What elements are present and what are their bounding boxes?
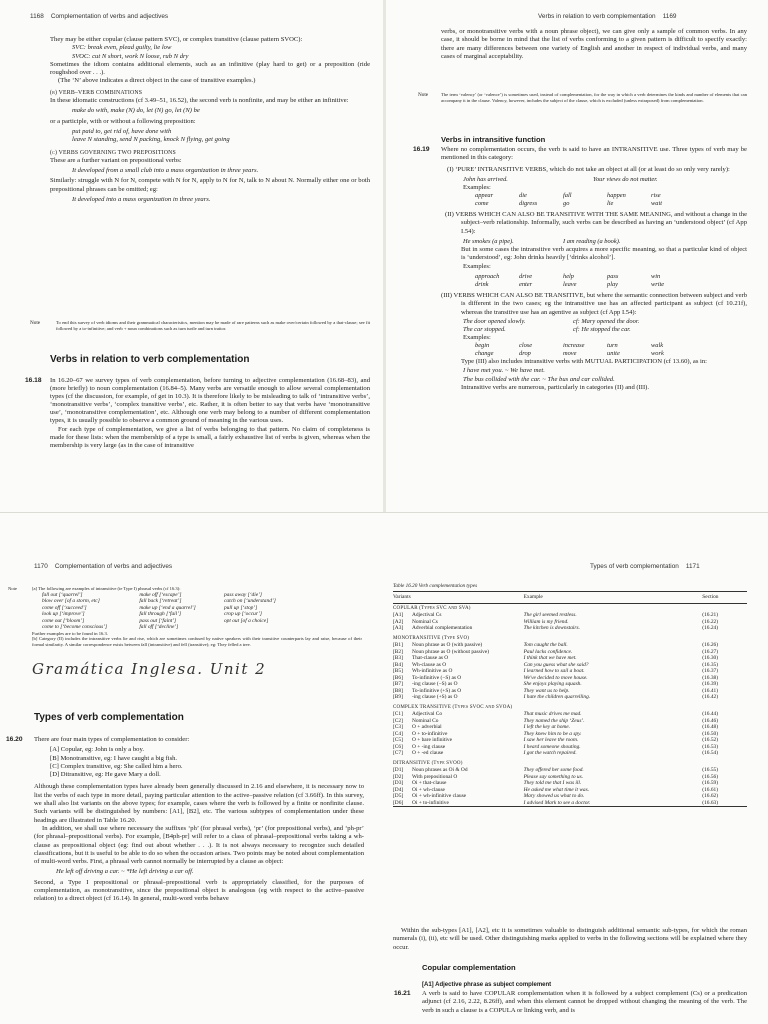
variant-description: O + adverbial [411, 724, 442, 731]
example: The door opened slowly. [463, 317, 526, 325]
page-divider [0, 512, 768, 513]
example-sentence: The kitchen is downstairs. [523, 625, 580, 632]
section-reference: (16.38) [702, 674, 719, 681]
variant-description: Oi + to-infinitive [411, 799, 449, 806]
section-reference: (16.24) [702, 625, 719, 632]
running-head-title: Complementation of verbs and adjectives [50, 13, 169, 20]
word: move [563, 350, 577, 358]
variant-description: -ing clause (−S) as O [411, 681, 458, 688]
example-line: leave N standing, send N packing, knock N flying, get going [72, 136, 230, 144]
word: close [519, 342, 533, 350]
section-reference: (16.53) [702, 743, 719, 750]
paragraph: In addition, we shall use where necessary the suffixes ‘ph’ (for phrasal verbs), ‘pr’ (for prepositional verbs), and ‘ph-pr’ (for phrasal–prepositional verbs). For example, [B4ph-pr] will refer to a class of phrasal–prepositional verbs taking a wh-clause as prepositional object (eg: find out about whether . . .). It is not always necessary to recognize such detailed classifications, but it is useful to be able to do so when the occasion arises. Two points may be noted about complementation of multi-word verbs. First, a phrasal verb cannot normally be interrupted by a clause as object: [34, 824, 364, 866]
example: John has arrived. [463, 175, 508, 183]
example-sentence: I got the watch repaired. [523, 750, 577, 757]
word: play [607, 280, 619, 288]
example-sentence: I think that we have met. [523, 655, 577, 662]
example-sentence: We've decided to move house. [523, 674, 588, 681]
example-line: SVOC: cut N short, work N loose, rub N dry [72, 52, 189, 60]
table-group-title [393, 757, 747, 768]
example-sentence: They want us to help. [523, 687, 570, 694]
list-item: (III) VERBS WHICH CAN ALSO BE TRANSITIVE, but where the semantic connection between subject and verb is different in the two cases; eg the intransitive use has an affected participant as subject (cf 10.21f), whereas the transitive use has an agentive as subject (cf App I.54): [441, 291, 747, 316]
section-reference: (16.46) [702, 717, 719, 724]
list-item: [D] Ditransitive, eg: He gave Mary a doll. [50, 771, 161, 779]
section-reference: (16.63) [702, 799, 719, 806]
page-number: 1169 [662, 13, 677, 20]
section-reference: (16.21) [702, 612, 719, 619]
page-1168-body [50, 36, 370, 208]
paragraph: They may be either copular (clause pattern SVC), or complex transitive (clause pattern SVOC): [50, 36, 303, 43]
word: enter [519, 280, 533, 288]
running-head-title: Complementation of verbs and adjectives [54, 563, 173, 570]
word: happen [607, 192, 626, 200]
section-number: 16.18 [25, 377, 42, 384]
word: rise [651, 192, 661, 200]
note-text: To end this survey of verb idioms and their grammatical characteristics, mention may be made of rare patterns such as make over/certain followed by a that-clause; see fit followed by a to-infinitive; and verb + noun combinations such as turn turtle and turn traitor. [56, 320, 370, 331]
word: unite [607, 350, 620, 358]
phrasal-verb: opt out [of a choice] [223, 617, 269, 624]
note-text: [a] The following are examples of intransitive (ie Type I) phrasal verbs (cf 16.3): [32, 586, 181, 591]
variant-code: [C5] [393, 737, 403, 744]
paragraph: A verb is said to have COPULAR complementation when it is followed by a subject complement (Cs) or a predication adjunct (cf 2.16, 2.22, 8.26ff), and when this element cannot be dropped without changing the meaning of the verb. The verb in such a clause is a COPULA or linking verb, and is [422, 990, 747, 1014]
paragraph: Within the sub-types [A1], [A2], etc it is sometimes valuable to distinguish additional semantic sub-types, for which the roman numerals (i), (ii), etc will be used. Other distinguishing marks applied to verbs in the following sections will be explained where they occur. [393, 927, 747, 951]
example-sentence: Paul lacks confidence. [523, 648, 573, 655]
example-sentence: Please say something to us. [523, 773, 584, 780]
example-sentence: They told me that I was ill. [523, 780, 582, 787]
example-sentence: I learned how to sail a boat. [523, 668, 585, 675]
word: turn [607, 342, 618, 350]
example-pair [441, 318, 747, 326]
word: increase [563, 342, 585, 350]
example-sentence: They named the ship ‘Zeus’. [523, 717, 585, 724]
note-text: [b] Category (II) includes the intransitive verbs lie and rise, which are sometimes confused by native speakers with their transitive counterparts lay and raise, because of their formal similarity. A similar correspondence exists between fall (intransitive) and fell (transitive); eg: They felled a tree. [32, 636, 362, 647]
example-sentence: I advised Mark to see a doctor. [523, 799, 591, 806]
phrasal-verb-note [32, 586, 362, 647]
section-heading: Types of verb complementation [34, 712, 184, 723]
variant-description: Oi + wh-clause [411, 786, 445, 793]
variant-code: [C6] [393, 743, 403, 750]
section-reference: (16.56) [702, 773, 719, 780]
example-pair [441, 176, 747, 184]
paragraph: or a participle, with or without a following preposition: [50, 117, 196, 125]
table-group-title [393, 604, 747, 613]
group-title: COPULAR (Types SVC and SVA) [393, 605, 471, 611]
example-sentence: I left the key at home. [523, 724, 571, 731]
group-title: MONOTRANSITIVE (Type SVO) [393, 635, 470, 641]
paragraph: These are a further variant on prepositional verbs: [50, 156, 182, 164]
word: appear [475, 192, 494, 200]
word: work [651, 350, 664, 358]
word: pass [607, 272, 619, 280]
variant-code: [A2] [393, 618, 404, 625]
section-heading: Verbs in relation to verb complementation [50, 354, 250, 365]
table-group-title [393, 701, 747, 712]
variant-description: That-clause as O [411, 655, 449, 662]
word: help [563, 272, 575, 280]
section-reference: (16.30) [702, 655, 719, 662]
variant-code: [D5] [393, 793, 404, 800]
paragraph: For each type of complementation, we give a list of verbs belonging to that pattern. No claim of completeness is made for these lists: when the membership of a type is small, a fairly exhaustive list of verbs is given, whereas when the membership is very large (as in the case of intransitive [50, 425, 370, 449]
paragraph: Although these complementation types have already been generally discussed in 2.16 and elsewhere, it is necessary now to list the verbs of each type in more detail, paying particular attention to the active–passive relation (cf 3.66ff). In this survey, we shall also list variants on the above types; for example, cases where the verb is followed by a finite or nonfinite clause. Such variants will be distinguished by numbers: [A1], [B2], etc. The various subtypes of complementation under these headings are illustrated in Table 16.20. [34, 783, 364, 824]
variant-description: O + to-infinitive [411, 730, 448, 737]
phrasal-verb: fall through [‘fail’] [139, 611, 182, 618]
variant-code: [B8] [393, 687, 403, 694]
word-row [441, 350, 747, 358]
variant-code: [C2] [393, 717, 403, 724]
word: begin [475, 342, 490, 350]
variant-description: O + -ed clause [411, 750, 444, 757]
section-16-19 [441, 146, 747, 392]
list-item: (I) ‘PURE’ INTRANSITIVE VERBS, which do not take an object at all (or at least do so only very rarely): [447, 165, 730, 173]
running-header [538, 13, 676, 20]
phrasal-verb: come to [‘become conscious’] [42, 624, 108, 631]
section-reference: (16.35) [702, 661, 719, 668]
variant-description: Adjectival Co [411, 711, 443, 718]
word: wait [651, 200, 663, 208]
section-number: 16.20 [6, 736, 23, 743]
note-text: Further examples are to be found in 16.3. [32, 630, 108, 636]
word: drop [519, 350, 531, 358]
section-number: 16.21 [394, 990, 411, 997]
example-pair [441, 238, 747, 246]
section-reference: (16.44) [702, 711, 719, 718]
table-followup [393, 927, 747, 952]
group-title: DITRANSITIVE (Type SVOO) [393, 760, 463, 766]
word-row [441, 273, 747, 281]
section-reference: (16.52) [702, 737, 719, 744]
section-reference: (16.41) [702, 687, 719, 694]
variant-code: [D6] [393, 799, 404, 806]
word: approach [475, 272, 500, 280]
note-label: Note [30, 320, 41, 326]
example-line: SVC: break even, plead guilty, lie low [72, 44, 172, 52]
section-reference: (16.62) [702, 793, 719, 800]
phrasal-verb: fall back [‘retreat’] [139, 598, 182, 605]
table-header [393, 592, 747, 603]
example-line: put paid to, get rid of, have done with [72, 127, 172, 135]
example-sentence: They knew him to be a spy. [523, 730, 582, 737]
phrasal-verb: pass away [‘die’] [223, 591, 263, 598]
running-header [30, 13, 370, 20]
variant-code: [C7] [393, 750, 403, 757]
word: digress [519, 200, 538, 208]
paragraph: There are four main types of complementation to consider: [34, 736, 190, 743]
paragraph: Sometimes the idiom contains additional elements, such as an infinitive (play hard to get) or a preposition (ride roughshod over . . .). [50, 60, 370, 77]
page-1168 [30, 13, 370, 20]
example: The car stopped. [463, 325, 506, 333]
column-header: Example [523, 594, 543, 601]
example-line: He left off driving a car. ~ *He left driving a car off. [56, 868, 194, 876]
variant-description: Adjectival Cs [411, 612, 442, 619]
phrasal-verb: pass out [‘faint’] [139, 617, 177, 624]
word-row [441, 281, 747, 289]
word: lie [607, 200, 614, 208]
word: drive [519, 272, 533, 280]
example-sentence: He asked me what time it was. [523, 786, 590, 793]
page-number: 1170 [34, 563, 48, 570]
variant-description: Nominal Co [411, 717, 439, 724]
variant-description: To-infinitive (+S) as O [411, 687, 462, 694]
word-row [441, 192, 747, 200]
example-sentence: William is my friend. [523, 618, 569, 625]
note-text: The term ‘valency’ (or ‘valence’) is sometimes used, instead of complementation, for the way in which a verb determines the kinds and number of elements that can accompany it in the clause. Valency, however, includes the subject of the clause, which is excluded (unless extraposed) from complementation. [441, 92, 747, 103]
phrasal-verb: fall out [‘quarrel’] [42, 591, 83, 598]
example: cf: He stopped the car. [573, 325, 631, 333]
phrasal-verb: fall off [‘decline’] [139, 624, 179, 631]
running-header [34, 563, 172, 570]
example-sentence: I heard someone shouting. [523, 743, 581, 750]
phrasal-verb: make off [‘escape’] [139, 591, 182, 598]
page-1169-body [441, 28, 747, 61]
variant-code: [B3] [393, 655, 403, 662]
paragraph: Similarly: struggle with N for N, compete with N for N, apply to N for N, talk to N about N. Normally either one or both prepositional phrases can be omitted; eg: [50, 177, 370, 193]
note-label: Note [418, 92, 429, 98]
variant-code: [B2] [393, 648, 403, 655]
book-gutter [383, 0, 386, 512]
section-reference: (16.55) [702, 767, 719, 774]
variant-description: Noun phrase as O (without passive) [411, 648, 490, 655]
section-reference: (16.27) [702, 648, 719, 655]
example-line: It developed from a small club into a mass organization in three years. [72, 167, 259, 175]
examples-label: Examples: [463, 183, 491, 191]
word-row [441, 200, 747, 208]
variant-code: [A1] [393, 612, 404, 619]
variant-code: [D4] [393, 786, 404, 793]
variant-description: -ing clause (+S) as O [411, 694, 458, 701]
variant-code: [B4] [393, 661, 403, 668]
type-list [34, 746, 364, 779]
section-reference: (16.37) [702, 668, 719, 675]
variant-description: Noun phrase as O (with passive) [411, 642, 483, 649]
variant-code: [A3] [393, 625, 404, 632]
example-sentence: That music drives me mad. [523, 711, 582, 718]
subsection-heading: (c) VERBS GOVERNING TWO PREPOSITIONS [50, 149, 176, 156]
example: Your views do not matter. [593, 175, 658, 183]
section-16-18 [50, 377, 370, 450]
example-line: I have met you. ~ We have met. [463, 367, 545, 375]
phrasal-verb: look up [‘improve’] [42, 611, 85, 618]
example-sentence: The girl seemed restless. [523, 612, 577, 619]
subsection-heading: (b) VERB–VERB COMBINATIONS [50, 89, 143, 96]
running-header [590, 563, 700, 570]
section-reference: (16.42) [702, 694, 719, 701]
example-line: The bus collided with the car. ~ The bus and car collided. [463, 375, 615, 383]
example-sentence: I hate the children quarrelling. [523, 694, 591, 701]
example: cf: Mary opened the door. [573, 317, 640, 325]
list-row [42, 598, 302, 605]
phrasal-verb: make up [‘end a quarrel’] [139, 604, 196, 611]
variant-code: [B7] [393, 681, 403, 688]
section-16-20 [34, 736, 364, 904]
word: write [651, 280, 665, 288]
variant-code: [B6] [393, 674, 403, 681]
example-line: make do with, make (N) do, let (N) go, let (N) be [72, 107, 200, 115]
table-caption: Table 16.20 Verb complementation types [393, 583, 478, 589]
phrasal-verb: pull up [‘stop’] [223, 604, 258, 611]
section-reference: (16.54) [702, 750, 719, 757]
example: I am reading (a book). [563, 238, 621, 246]
running-head-title: Verbs in relation to verb complementation [538, 13, 656, 20]
variant-description: Wh-clause as O [411, 661, 447, 668]
table-group-title [393, 632, 747, 643]
phrasal-verb: crop up [‘occur’] [223, 611, 263, 618]
section-reference: (16.48) [702, 724, 719, 731]
variant-description: O + -ing clause [411, 743, 446, 750]
variant-code: [C3] [393, 724, 403, 731]
variant-code: [B5] [393, 668, 403, 675]
word: fall [563, 192, 572, 200]
verb-complementation-table [393, 583, 747, 807]
section-reference: (16.26) [702, 642, 719, 649]
page-number: 1171 [685, 563, 700, 570]
variant-description: To-infinitive (−S) as O [411, 674, 462, 681]
examples-label: Examples: [463, 333, 491, 341]
word: walk [651, 342, 664, 350]
example-sentence: They offered her some food. [523, 767, 584, 774]
paragraph: Second, a Type I prepositional or phrasal–prepositional verb is appropriately classified, for the purposes of complementation, as monotransitive, since the prepositional object is analogous (eg with respect to the active–passive relation) to a direct object (cf 16.14). In general, multi-word verbs behave [34, 878, 364, 903]
variant-code: [B9] [393, 694, 403, 701]
variant-code: [D1] [393, 767, 404, 774]
group-title: COMPLEX TRANSITIVE (Types SVOC and SVOA) [393, 704, 513, 710]
example-sentence: She enjoys playing squash. [523, 681, 582, 688]
list-item: [A] Copular, eg: John is only a boy. [50, 746, 144, 754]
paragraph: (The ‘N’ above indicates a direct object in the case of transitive examples.) [58, 77, 256, 85]
paragraph: Where no complementation occurs, the verb is said to have an INTRANSITIVE use. Three types of verb may be mentioned in this category: [441, 146, 747, 162]
table-body [393, 604, 747, 807]
list-item: [C] Complex transitive, eg: She called him a hero. [50, 762, 183, 770]
word: leave [563, 280, 577, 288]
variant-code: [D2] [393, 773, 404, 780]
word: change [475, 350, 494, 358]
variant-code: [D3] [393, 780, 404, 787]
list-item: [B] Monotransitive, eg: I have caught a big fish. [50, 754, 178, 762]
phrasal-verb: catch on [‘understand’] [223, 598, 276, 605]
note-label: Note [8, 586, 17, 591]
variant-description: O + bare infinitive [411, 737, 452, 744]
word: win [651, 272, 661, 280]
list-item: (II) VERBS WHICH CAN ALSO BE TRANSITIVE WITH THE SAME MEANING, and without a change in the subject–verb relationship. Informally, such verbs can be described as having an ‘understood object’ (cf App I.54): [445, 211, 747, 235]
examples-label: Examples: [463, 262, 491, 270]
section-16-21 [422, 990, 747, 1015]
variant-description: Oi + wh-infinitive clause [411, 793, 467, 800]
paragraph: verbs, or monotransitive verbs with a noun phrase object), we can give only a sample of common verbs. In any case, it should be borne in mind that the list of verbs conforming to a given pattern is difficult to specify exactly: there are many differences between one variety of English and another in respect of individual verbs, and many cases of marginal acceptability. [441, 28, 747, 60]
column-header: Section [702, 594, 719, 601]
paragraph: Intransitive verbs are numerous, particularly in categories (II) and (III). [461, 384, 650, 392]
subsection-heading: Verbs in intransitive function [441, 135, 546, 144]
example-line: It developed into a mass organization in three years. [72, 196, 211, 204]
example-sentence: Can you guess what she said? [523, 661, 589, 668]
example: He smokes (a pipe). [463, 238, 514, 246]
word: come [475, 200, 489, 208]
phrasal-verb: blow over [of a storm, etc] [42, 598, 100, 605]
subsection-heading: [A1] Adjective phrase as subject complement [422, 982, 552, 988]
variant-description: Nominal Cs [411, 618, 438, 625]
example-pair [441, 326, 747, 334]
section-reference: (16.22) [702, 618, 719, 625]
handwritten-annotation: Gramática Inglesa. Unit 2 [32, 660, 267, 678]
column-header: Variants [393, 594, 411, 601]
word-row [441, 342, 747, 350]
variant-description: With prepositional O [411, 773, 458, 780]
page-number: 1168 [30, 13, 44, 20]
word: drink [475, 280, 489, 288]
variant-description: Adverbial complementation [411, 625, 473, 632]
example-sentence: I saw her leave the room. [523, 737, 579, 744]
example-sentence: Tom caught the ball. [523, 642, 568, 649]
variant-code: [C4] [393, 730, 403, 737]
paragraph: In these idiomatic constructions (cf 3.49–51, 16.52), the second verb is nonfinite, and may be either an infinitive: [50, 97, 349, 105]
example-sentence: Mary showed us what to do. [523, 793, 585, 800]
section-reference: (16.50) [702, 730, 719, 737]
phrasal-verb: come off [‘succeed’] [42, 604, 87, 611]
section-reference: (16.39) [702, 681, 719, 688]
variant-description: Oi + that-clause [411, 780, 447, 787]
word: go [563, 200, 570, 208]
variant-description: Noun phrases as Oi & Od [411, 767, 468, 774]
section-number: 16.19 [413, 146, 430, 153]
variant-code: [C1] [393, 711, 403, 718]
paragraph: But in some cases the intransitive verb acquires a more specific meaning, so that a particular kind of object is ‘understood’, eg: John drinks heavily [‘drinks alcohol’]. [461, 246, 747, 262]
variant-code: [B1] [393, 642, 403, 649]
running-head-title: Types of verb complementation [590, 563, 679, 570]
variant-description: Wh-infinitive as O [411, 668, 453, 675]
paragraph: Type (III) also includes intransitive verbs with MUTUAL PARTICIPATION (cf 13.60), as in: [461, 358, 708, 366]
phrasal-verb: come out [‘bloom’] [42, 617, 85, 624]
section-reference: (16.59) [702, 780, 719, 787]
word: die [519, 192, 527, 200]
paragraph: In 16.20–67 we survey types of verb complementation, before turning to adjective complementation (16.68–83), and (more briefly) to noun complementation (16.84–5). Many verbs are versatile enough to allow several complementation types (cf the discussion, for example, of get in 10.3). It is therefore likely to be misleading to talk of ‘intransitive verbs’, ‘monotransitive verbs’, ‘complex transitive verbs’, etc. Rather, it is often better to say that verbs have ‘monotransitive use’, ‘monotransitive complementation’, etc. Although one verb may belong to a number of different complementation types, it is usually possible to observe a common ground of meaning in the various uses. [50, 377, 370, 425]
phrasal-verb-list [42, 592, 302, 631]
section-heading: Copular complementation [422, 963, 516, 972]
section-reference: (16.61) [702, 786, 719, 793]
